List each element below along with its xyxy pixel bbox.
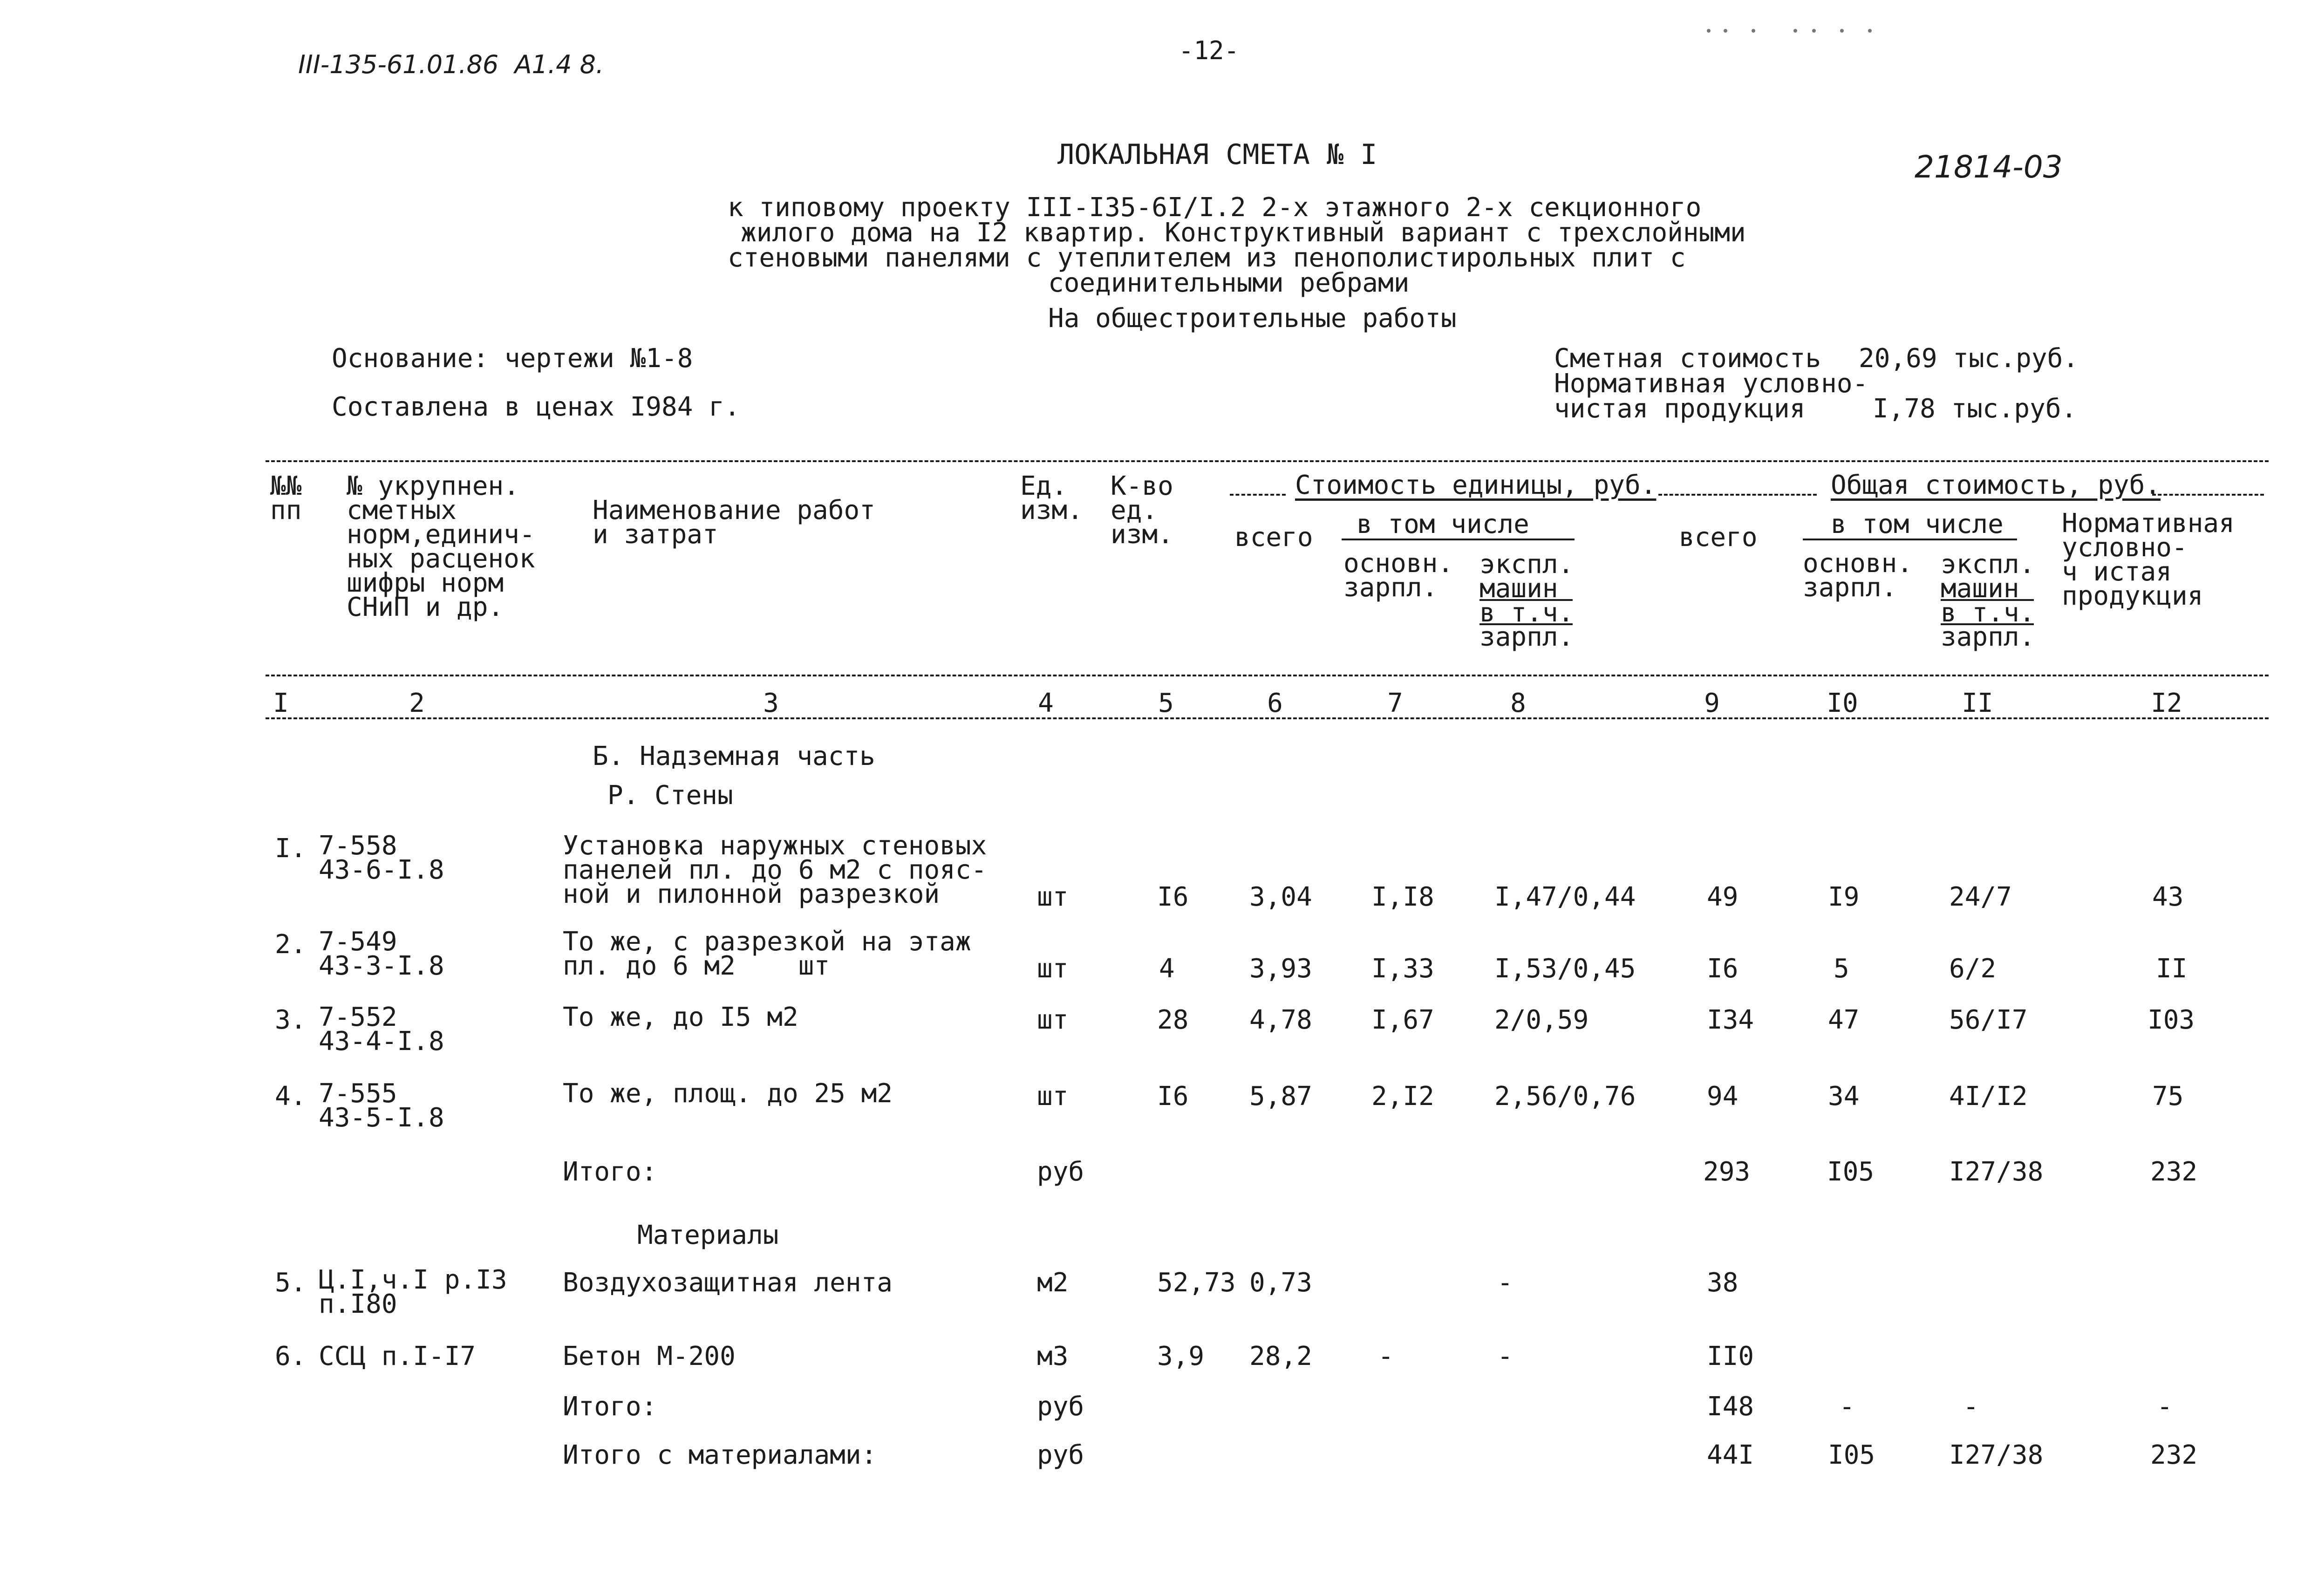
header-col-2: № укрупнен. сметных норм,единич- ных расценок шифры норм СНиП и др. — [347, 471, 535, 622]
row-1-unit-machines: I,47/0,44 — [1494, 882, 1636, 912]
materials-subtotal-label: Итого: — [563, 1391, 657, 1422]
row-3-name: То же, до I5 м2 — [563, 1002, 798, 1032]
row-1-number: I. — [275, 833, 307, 864]
row-6-number: 6. — [275, 1341, 307, 1371]
basis-text: Основание: чертежи №1-8 — [332, 343, 693, 374]
header-col-11-vtch: в т.ч. — [1941, 598, 2035, 628]
row-5-unit-total: 0,73 — [1249, 1268, 1312, 1298]
row-3-unit-total: 4,78 — [1249, 1005, 1312, 1035]
row-3-norm-product: I03 — [2147, 1005, 2195, 1035]
project-line-3: стеновыми панелями с утеплителем из пенополистирольных плит с — [728, 243, 1686, 273]
col-number-rule — [266, 717, 2269, 719]
row-6-qty: 3,9 — [1157, 1341, 1205, 1371]
norm-product-label-2: чистая продукция — [1554, 394, 1806, 424]
header-unit-incl: в том числе — [1357, 509, 1529, 539]
row-4-unit-salary: 2,I2 — [1371, 1081, 1434, 1112]
row-3-unit: шт — [1037, 1005, 1069, 1035]
materials-subtotal-salary: - — [1839, 1391, 1855, 1422]
section-title: Б. Надземная часть — [593, 741, 875, 771]
subtotal-salary: I05 — [1827, 1157, 1875, 1187]
materials-subtotal-total: I48 — [1707, 1391, 1754, 1422]
header-col-12: Нормативная условно- ч истая продукция — [2062, 508, 2235, 611]
scan-speck — [1752, 29, 1755, 33]
grand-total-total: 44I — [1707, 1440, 1754, 1470]
document-code: III-135-61.01.86 A1.4 8. — [298, 50, 604, 79]
row-1-unit: шт — [1037, 882, 1069, 912]
page-number: -12- — [1179, 36, 1240, 65]
header-unit-cost: Стоимость единицы, руб. — [1295, 470, 1657, 500]
project-line-1: к типовому проекту III-I35-6I/I.2 2-х этажного 2-х секционного — [728, 192, 1702, 223]
row-5-total: 38 — [1707, 1268, 1738, 1298]
row-4-number: 4. — [275, 1081, 307, 1112]
document-number: 21814-03 — [1915, 149, 2063, 185]
estimated-cost-value: 20,69 тыс.руб. — [1859, 343, 2079, 374]
row-1-unit-salary: I,I8 — [1371, 882, 1434, 912]
col-number-11: II — [1962, 688, 1993, 718]
header-col-10: основн. зарпл. — [1803, 548, 1913, 603]
row-4-unit-total: 5,87 — [1249, 1081, 1312, 1112]
header-col-8-mashin: машин — [1479, 573, 1558, 604]
subtotal-unit: руб — [1037, 1157, 1084, 1187]
scan-speck — [1724, 29, 1727, 33]
row-4-qty: I6 — [1157, 1081, 1189, 1112]
header-col-8-zarpl: зарпл. — [1479, 622, 1574, 652]
scan-speck — [1868, 29, 1872, 33]
row-5-code: Ц.I,ч.I р.I3 п.I80 — [319, 1265, 507, 1319]
grand-total-label: Итого с материалами: — [563, 1440, 877, 1470]
prices-text: Составлена в ценах I984 г. — [332, 392, 740, 422]
materials-subtotal-unit: руб — [1037, 1391, 1084, 1422]
row-3-code: 7-552 43-4-I.8 — [319, 1002, 444, 1057]
materials-subtotal-machines: - — [1963, 1391, 1979, 1422]
header-col-7: основн. зарпл. — [1343, 548, 1454, 603]
row-2-total: I6 — [1707, 954, 1738, 984]
header-col-9: всего — [1679, 522, 1758, 552]
row-2-qty: 4 — [1159, 954, 1175, 984]
header-col-8-vtch: в т.ч. — [1479, 598, 1574, 628]
row-6-total: II0 — [1707, 1341, 1754, 1371]
col-number-10: I0 — [1827, 688, 1858, 718]
project-line-2: жилого дома на I2 квартир. Конструктивный вариант с трехслойными — [741, 218, 1746, 248]
row-1-unit-total: 3,04 — [1249, 882, 1312, 912]
row-2-unit-salary: I,33 — [1371, 954, 1434, 984]
col-number-1: I — [273, 688, 289, 718]
row-5-name: Воздухозащитная лента — [563, 1268, 893, 1298]
row-4-total-salary: 34 — [1828, 1081, 1860, 1112]
grand-total-machines: I27/38 — [1949, 1440, 2044, 1470]
row-1-total-machines: 24/7 — [1949, 882, 2012, 912]
header-col-11-mashin: машин — [1941, 573, 2019, 604]
unit-cost-rule-left — [1230, 494, 1286, 496]
grand-total-norm-product: 232 — [2150, 1440, 2198, 1470]
row-5-number: 5. — [275, 1268, 307, 1298]
row-4-norm-product: 75 — [2152, 1081, 2184, 1112]
subtotal-machines: I27/38 — [1949, 1157, 2044, 1187]
table-top-rule — [266, 460, 2269, 462]
unit-cost-rule-right — [1658, 494, 1817, 496]
section-subtitle: Р. Стены — [607, 780, 733, 811]
subtotal-norm-product: 232 — [2150, 1157, 2198, 1187]
grand-total-salary: I05 — [1828, 1440, 1875, 1470]
row-1-qty: I6 — [1157, 882, 1189, 912]
row-4-unit-machines: 2,56/0,76 — [1494, 1081, 1636, 1112]
header-total-cost: Общая стоимость, руб. — [1831, 470, 2161, 500]
unit-incl-underline — [1342, 539, 1575, 540]
scan-speck — [1812, 29, 1816, 33]
row-3-total-machines: 56/I7 — [1949, 1005, 2028, 1035]
row-2-unit-machines: I,53/0,45 — [1494, 954, 1636, 984]
row-6-name: Бетон М-200 — [563, 1341, 736, 1371]
col-number-12: I2 — [2151, 688, 2182, 718]
row-3-unit-salary: I,67 — [1371, 1005, 1434, 1035]
row-6-unit-total: 28,2 — [1249, 1341, 1312, 1371]
row-2-unit: шт — [1037, 954, 1069, 984]
header-col-4: Ед. изм. — [1020, 471, 1083, 525]
row-5-unit-machines: - — [1497, 1268, 1513, 1298]
scan-speck — [1840, 29, 1844, 33]
col-number-6: 6 — [1267, 688, 1283, 718]
row-4-total-machines: 4I/I2 — [1949, 1081, 2028, 1112]
col-number-5: 5 — [1158, 688, 1174, 718]
scan-speck — [1707, 29, 1711, 33]
col-number-8: 8 — [1510, 688, 1526, 718]
col-number-7: 7 — [1387, 688, 1403, 718]
row-2-total-salary: 5 — [1834, 954, 1849, 984]
header-col-1: №№ пп — [270, 471, 302, 525]
col-number-3: 3 — [763, 688, 779, 718]
norm-product-label-1: Нормативная условно- — [1554, 368, 1868, 399]
scan-speck — [1793, 29, 1797, 33]
row-6-unit-salary: - — [1378, 1341, 1394, 1371]
row-4-total: 94 — [1707, 1081, 1738, 1112]
estimated-cost-label: Сметная стоимость — [1554, 343, 1821, 374]
row-1-norm-product: 43 — [2152, 882, 2184, 912]
row-2-unit-total: 3,93 — [1249, 954, 1312, 984]
document-subtitle: На общестроительные работы — [1048, 303, 1457, 334]
row-2-norm-product: II — [2156, 954, 2188, 984]
row-1-code: 7-558 43-6-I.8 — [319, 831, 444, 885]
col-number-2: 2 — [409, 688, 425, 718]
materials-subtotal-norm-product: - — [2157, 1391, 2173, 1422]
row-5-unit: м2 — [1037, 1268, 1069, 1298]
document-title: ЛОКАЛЬНАЯ СМЕТА № I — [1057, 138, 1377, 171]
grand-total-unit: руб — [1037, 1440, 1084, 1470]
header-col-8-eksp: экспл. — [1479, 549, 1574, 580]
total-cost-rule-right — [2152, 494, 2264, 496]
row-3-number: 3. — [275, 1005, 307, 1035]
row-3-unit-machines: 2/0,59 — [1494, 1005, 1589, 1035]
header-col-11-zarpl: зарпл. — [1941, 622, 2035, 652]
subtotal-label: Итого: — [563, 1157, 657, 1187]
header-col-11-eksp: экспл. — [1941, 549, 2035, 580]
materials-heading: Материалы — [637, 1220, 779, 1250]
row-1-total: 49 — [1707, 882, 1738, 912]
row-6-code: ССЦ п.I-I7 — [319, 1341, 476, 1371]
row-2-total-machines: 6/2 — [1949, 954, 1997, 984]
header-col-5: К-во ед. изм. — [1111, 471, 1173, 550]
row-5-qty: 52,73 — [1157, 1268, 1236, 1298]
row-1-name: Установка наружных стеновых панелей пл. до 6 м2 с пояс- ной и пилонной разрезкой — [563, 831, 987, 909]
col-number-4: 4 — [1038, 688, 1054, 718]
header-col-3: Наименование работ и затрат — [593, 495, 875, 550]
header-bottom-rule — [266, 675, 2269, 676]
row-1-total-salary: I9 — [1828, 882, 1860, 912]
norm-product-value: I,78 тыс.руб. — [1873, 394, 2077, 424]
row-2-name: То же, с разрезкой на этаж пл. до 6 м2 шт — [563, 927, 971, 981]
col-number-9: 9 — [1704, 688, 1720, 718]
row-2-number: 2. — [275, 929, 307, 960]
row-2-code: 7-549 43-3-I.8 — [319, 927, 444, 981]
project-line-4: соединительными ребрами — [1048, 268, 1410, 298]
row-3-total-salary: 47 — [1828, 1005, 1860, 1035]
row-4-unit: шт — [1037, 1081, 1069, 1112]
total-incl-underline — [1803, 539, 2017, 540]
row-3-qty: 28 — [1157, 1005, 1189, 1035]
row-6-unit: м3 — [1037, 1341, 1069, 1371]
row-6-unit-machines: - — [1497, 1341, 1513, 1371]
row-3-total: I34 — [1707, 1005, 1754, 1035]
header-col-6: всего — [1234, 522, 1313, 552]
row-4-code: 7-555 43-5-I.8 — [319, 1078, 444, 1133]
row-4-name: То же, площ. до 25 м2 — [563, 1078, 893, 1109]
subtotal-total: 293 — [1703, 1157, 1751, 1187]
header-total-incl: в том числе — [1831, 509, 2004, 539]
